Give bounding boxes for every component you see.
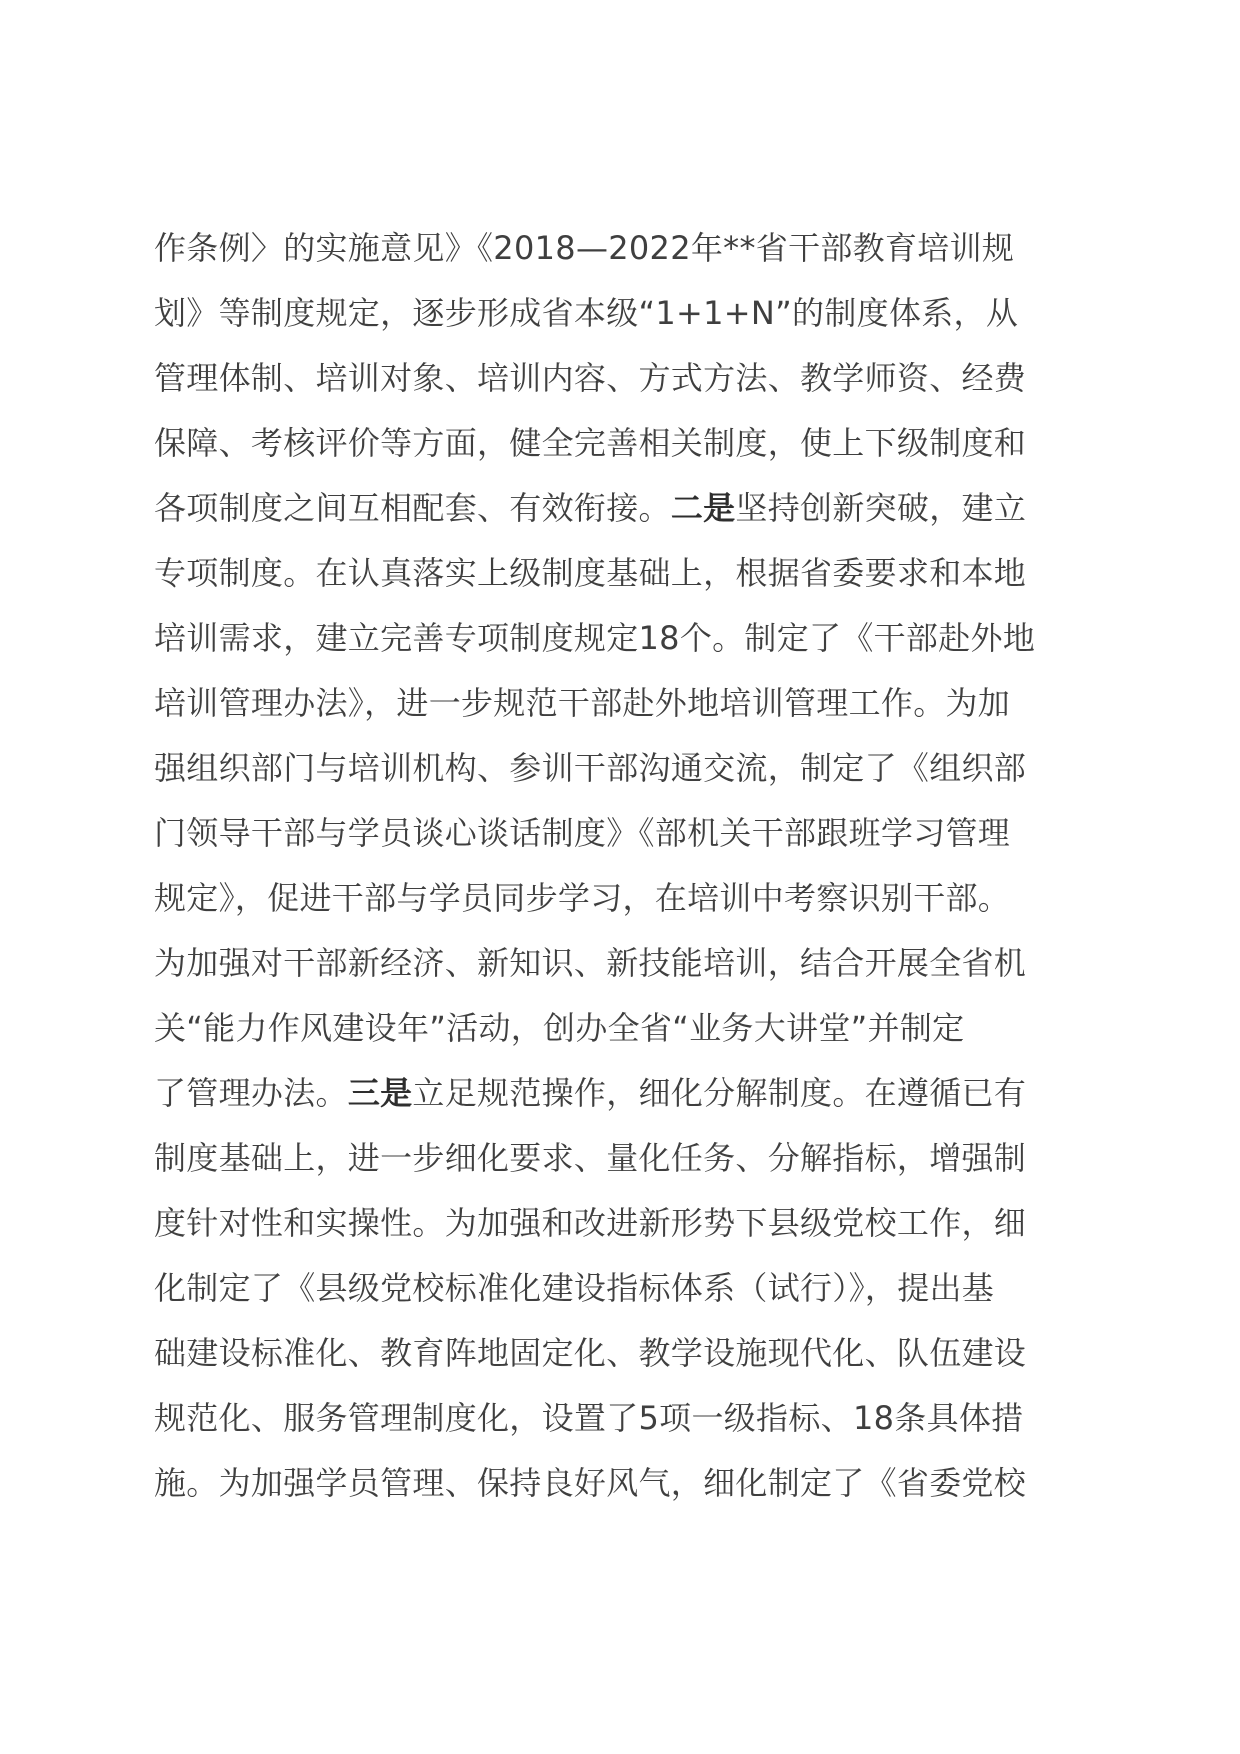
text-segment: 各项制度之间互相配套、有效衔接。 (154, 489, 671, 527)
text-segment: 培训管理办法》，进一步规范干部赴外地培训管理工作。为加 (154, 684, 1011, 722)
text-line (154, 1126, 1094, 1191)
bold-marker: 二是 (670, 489, 736, 527)
bold-marker: 三是 (347, 1074, 413, 1112)
text-line (154, 866, 1094, 931)
text-line (154, 931, 1094, 996)
text-line (154, 346, 1094, 411)
text-line (154, 476, 1094, 541)
text-line (154, 1191, 1094, 1256)
text-segment: 础建设标准化、教育阵地固定化、教学设施现代化、队伍建设 (154, 1334, 1027, 1372)
text-segment: 门领导干部与学员谈心谈话制度》《部机关干部跟班学习管理 (154, 814, 1011, 852)
text-line (154, 1386, 1094, 1451)
text-segment: 关“能力作风建设年”活动，创办全省“业务大讲堂”并制定 (154, 1009, 965, 1047)
text-segment: 规范化、服务管理制度化，设置了5项一级指标、18条具体措 (154, 1399, 1024, 1437)
body-text (154, 216, 1094, 1516)
text-line (154, 281, 1094, 346)
text-line (154, 736, 1094, 801)
text-line (154, 1256, 1094, 1321)
text-segment: 强组织部门与培训机构、参训干部沟通交流，制定了《组织部 (154, 749, 1027, 787)
text-segment: 作条例〉的实施意见》《2018—2022年**省干部教育培训规 (154, 229, 1015, 267)
text-segment: 施。为加强学员管理、保持良好风气，细化制定了《省委党校 (154, 1464, 1027, 1502)
text-segment: 规定》，促进干部与学员同步学习，在培训中考察识别干部。 (154, 879, 1011, 917)
text-line (154, 996, 1094, 1061)
text-segment: 为加强对干部新经济、新知识、新技能培训，结合开展全省机 (154, 944, 1027, 982)
text-segment: 制度基础上，进一步细化要求、量化任务、分解指标，增强制 (154, 1139, 1027, 1177)
text-segment: 了管理办法。 (154, 1074, 348, 1112)
text-line (154, 541, 1094, 606)
text-segment: 度针对性和实操性。为加强和改进新形势下县级党校工作，细 (154, 1204, 1027, 1242)
text-line (154, 671, 1094, 736)
text-segment: 保障、考核评价等方面，健全完善相关制度，使上下级制度和 (154, 424, 1027, 462)
text-line (154, 411, 1094, 476)
text-line (154, 1061, 1094, 1126)
text-line (154, 216, 1094, 281)
text-segment: 立足规范操作，细化分解制度。在遵循已有 (412, 1074, 1027, 1112)
text-segment: 培训需求，建立完善专项制度规定18个。制定了《干部赴外地 (154, 619, 1036, 657)
text-segment: 坚持创新突破，建立 (735, 489, 1027, 527)
text-line (154, 801, 1094, 866)
text-segment: 化制定了《县级党校标准化建设指标体系（试行）》，提出基 (154, 1269, 995, 1307)
text-segment: 划》等制度规定，逐步形成省本级“1+1+N”的制度体系，从 (154, 294, 1019, 332)
text-segment: 专项制度。在认真落实上级制度基础上，根据省委要求和本地 (154, 554, 1027, 592)
text-line (154, 606, 1094, 671)
text-line (154, 1321, 1094, 1386)
text-line (154, 1451, 1094, 1516)
text-segment: 管理体制、培训对象、培训内容、方式方法、教学师资、经费 (154, 359, 1027, 397)
